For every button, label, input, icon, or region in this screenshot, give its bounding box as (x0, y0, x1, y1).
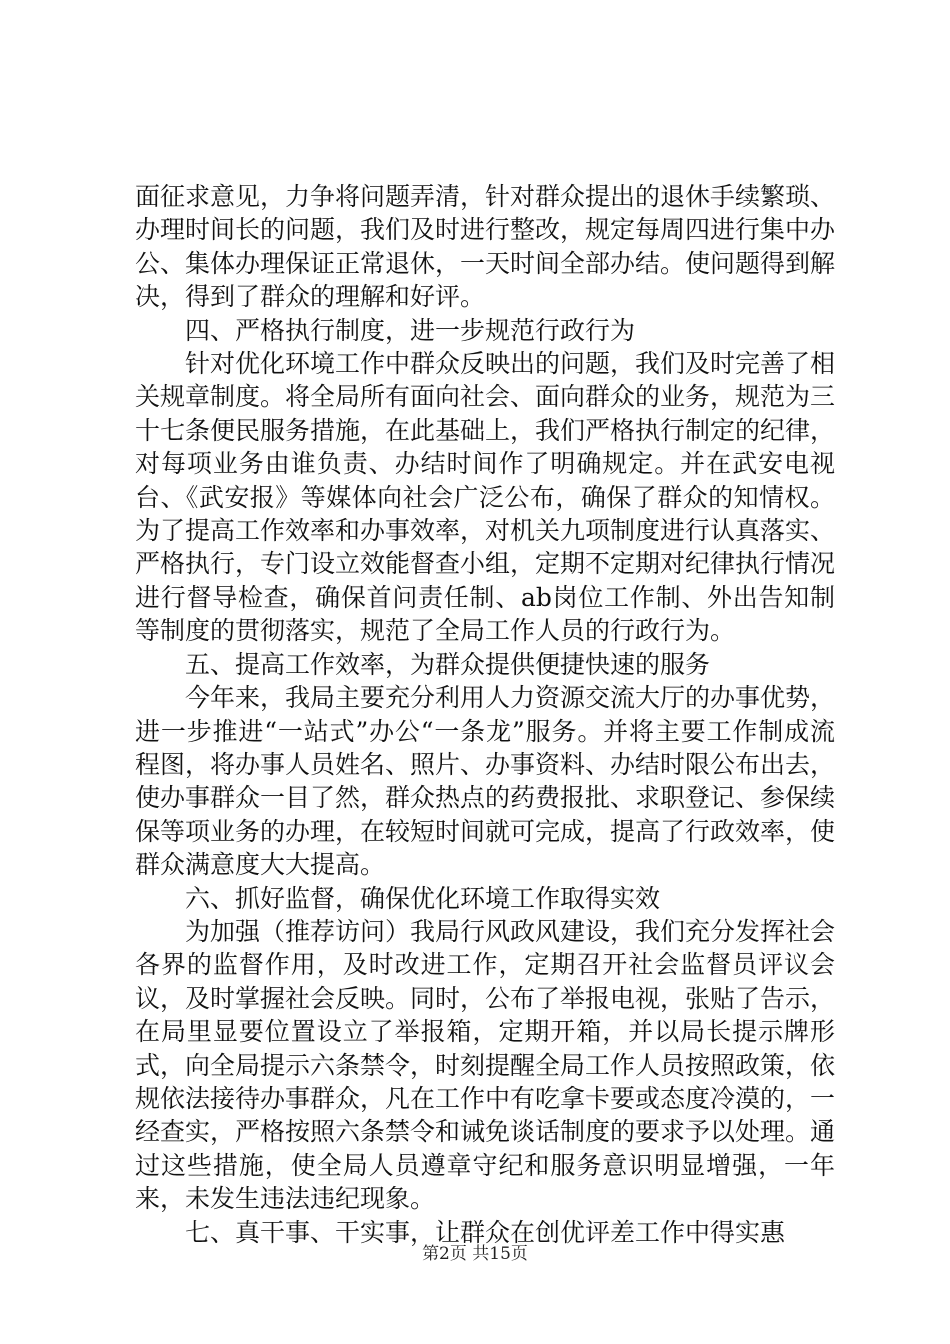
section-heading-4: 四、严格执行制度，进一步规范行政行为 (185, 315, 636, 345)
paragraph-7: 为加强（推荐访问）我局行风政风建设，我们充分发挥社会各界的监督作用，及时改进工作，定期召开社会监督员评议会议，及时掌握社会反映。同时，公布了举报电视，张贴了告示，在局里显要位置设立了举报箱，定期开箱，并以局长提示牌形式，向全局提示六条禁令，时刻提醒全局工作人员按照政策，依规依法接待办事群众，凡在工作中有吃拿卡要或态度冷漠的，一经查实，严格按照六条禁令和诫免谈话制度的要求予以处理。通过这些措施，使全局人员遵章守纪和服务意识明显增强，一年来，未发生违法违纪现象。 (135, 916, 836, 1214)
document-body (135, 180, 835, 1249)
section-heading-7: 七、真干事、干实事，让群众在创优评差工作中得实惠 (185, 1217, 786, 1247)
paragraph-5: 今年来，我局主要充分利用人力资源交流大厅的办事优势，进一步推进“一站式”办公“一条龙”服务。并将主要工作制成流程图，将办事人员姓名、照片、办事资料、办结时限公布出去，使办事群众一目了然，群众热点的药费报批、求职登记、参保续保等项业务的办理，在较短时间就可完成，提高了行政效率，使群众满意度大大提高。 (135, 683, 836, 880)
page-footer: 第2页 共15页 (422, 1244, 528, 1264)
paragraph-1: 面征求意见，力争将问题弄清，针对群众提出的退休手续繁琐、办理时间长的问题，我们及时进行整改，规定每周四进行集中办公、集体办理保证正常退休，一天时间全部办结。使问题得到解决，得到了群众的理解和好评。 (135, 182, 836, 312)
section-heading-5: 五、提高工作效率，为群众提供便捷快速的服务 (185, 649, 711, 679)
section-heading-6: 六、抓好监督，确保优化环境工作取得实效 (185, 883, 661, 913)
paragraph-3: 针对优化环境工作中群众反映出的问题，我们及时完善了相关规章制度。将全局所有面向社会、面向群众的业务，规范为三十七条便民服务措施，在此基础上，我们严格执行制定的纪律，对每项业务由谁负责、办结时间作了明确规定。并在武安电视台、《武安报》等媒体向社会广泛公布，确保了群众的知情权。为了提高工作效率和办事效率，对机关九项制度进行认真落实、严格执行，专门设立效能督查小组，定期不定期对纪律执行情况进行督导检查，确保首问责任制、ab岗位工作制、外出告知制等制度的贯彻落实，规范了全局工作人员的行政行为。 (135, 349, 836, 646)
